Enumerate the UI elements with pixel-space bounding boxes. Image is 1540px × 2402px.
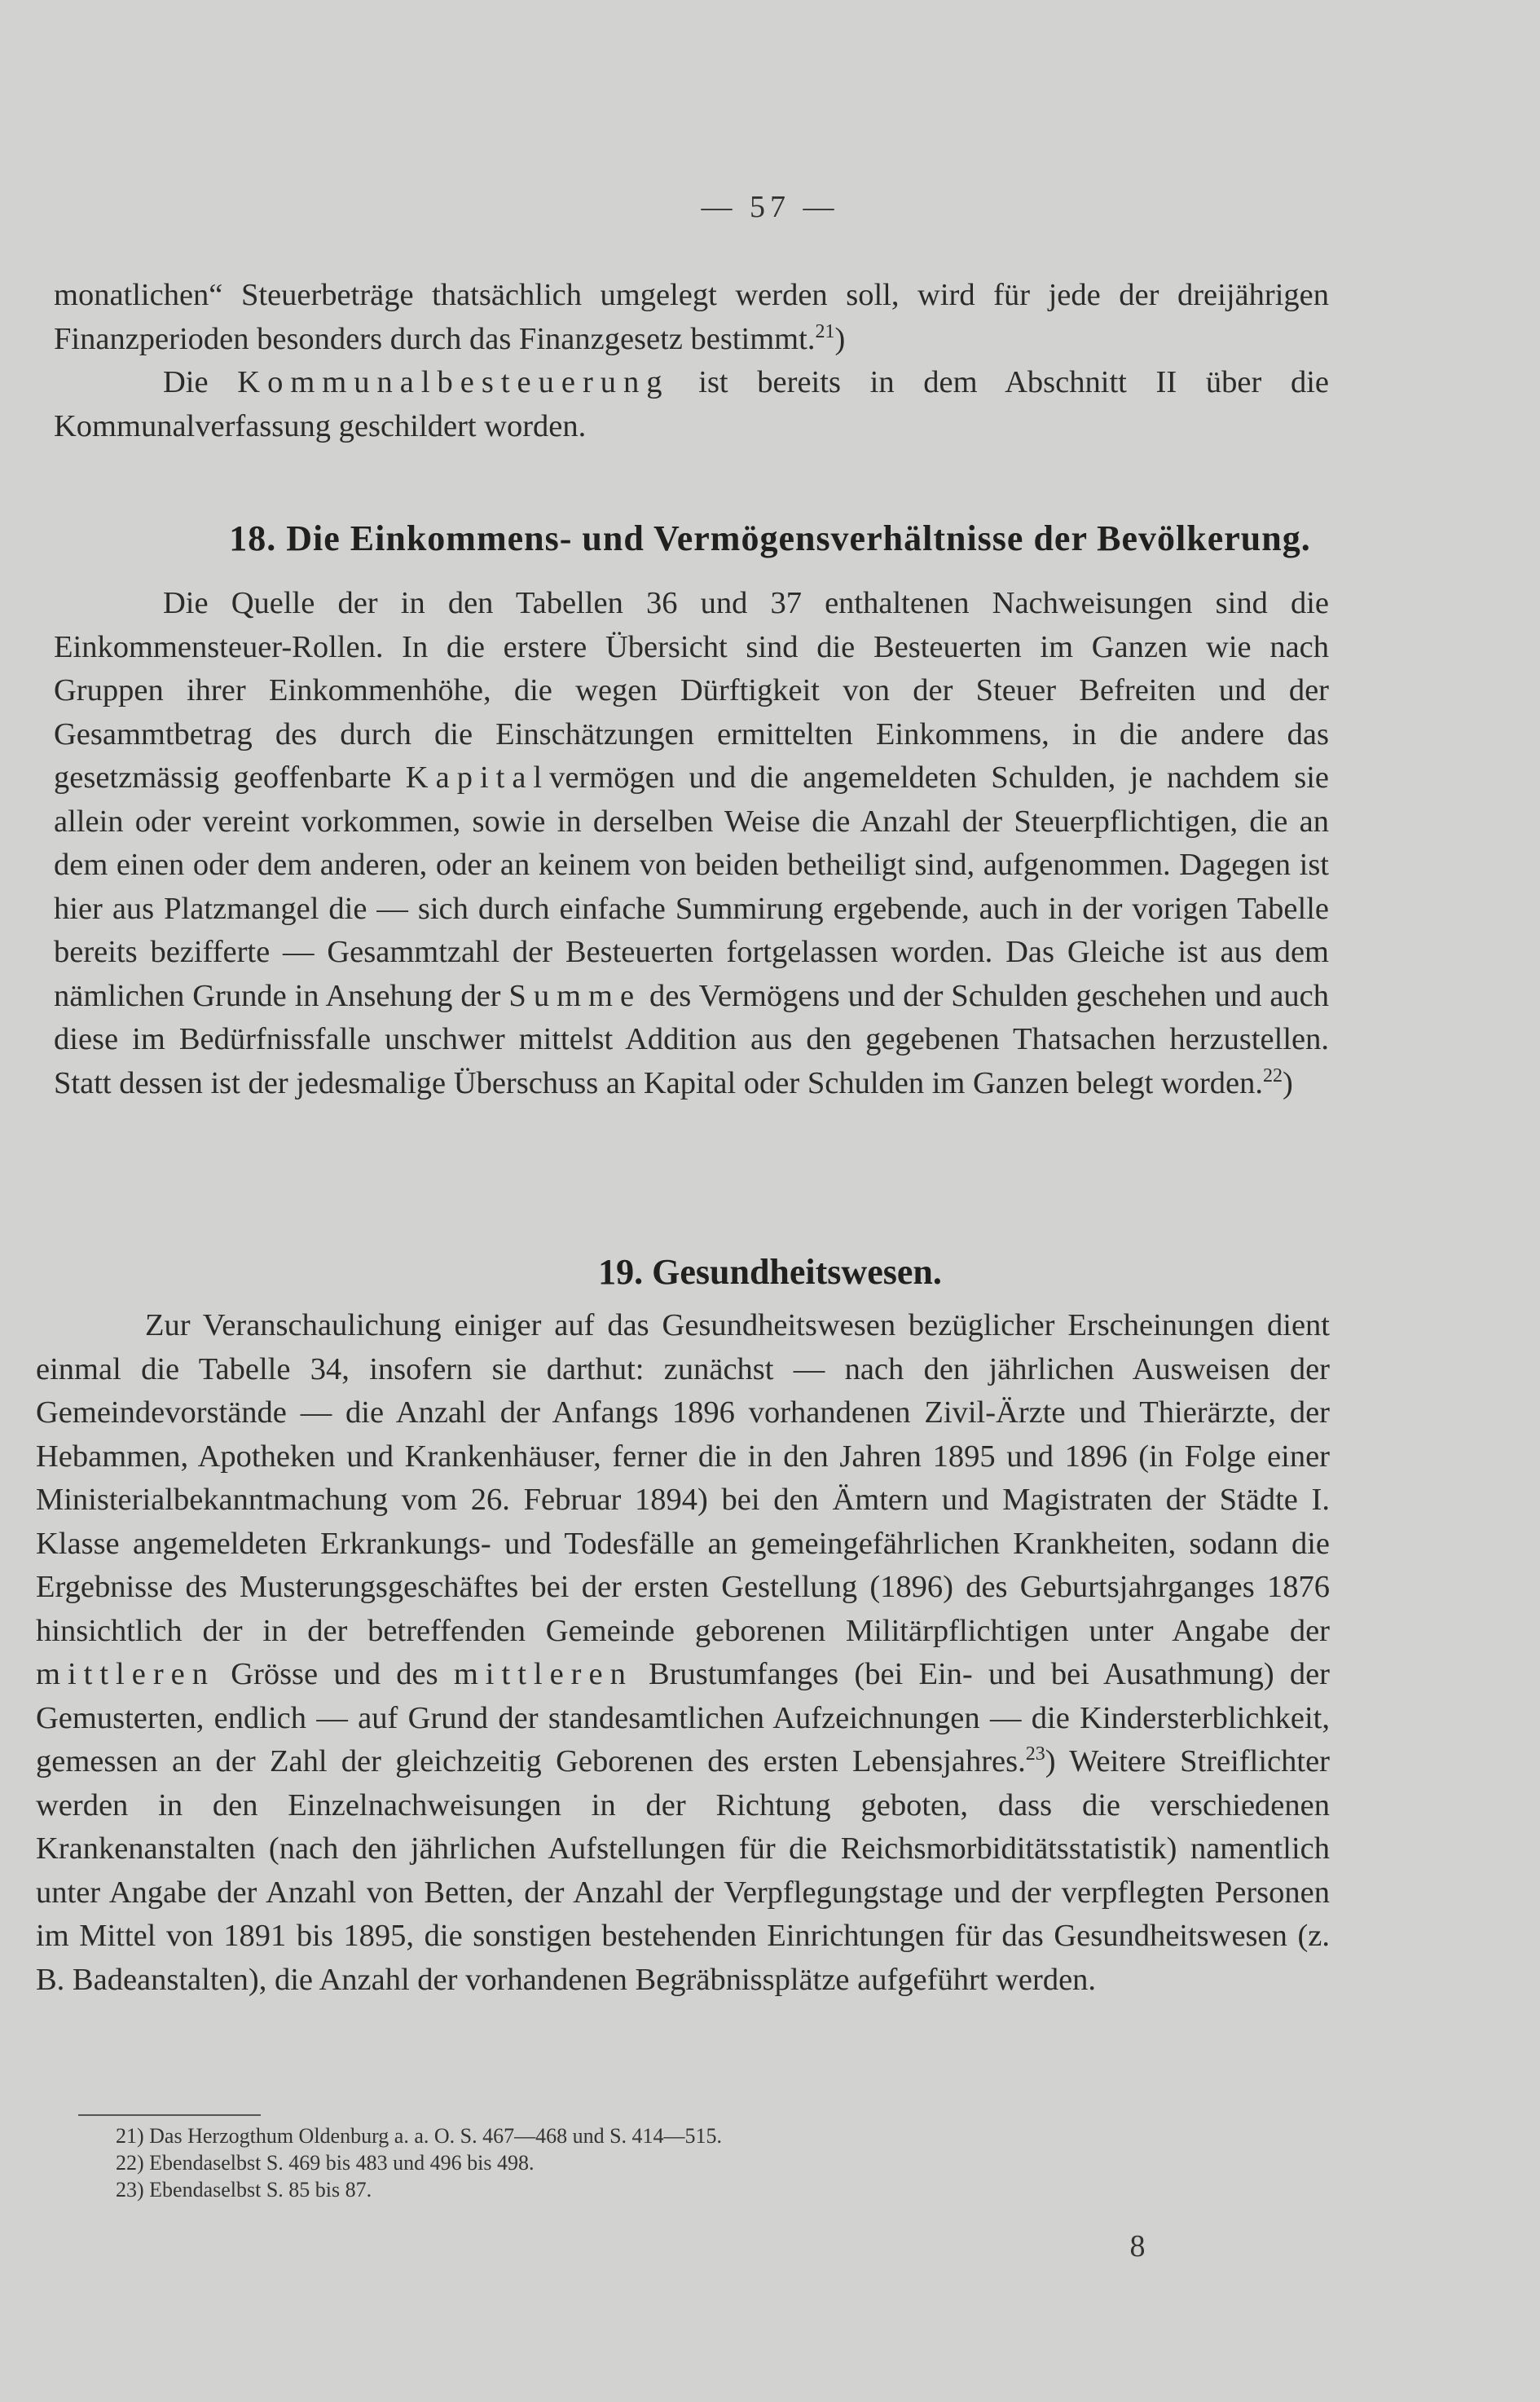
spaced-term: mittleren [453, 1657, 633, 1691]
footnote-ref-22[interactable]: 22 [1262, 1064, 1283, 1086]
footnote-21: 21) Das Herzogthum Oldenburg a. a. O. S. 467—468 und S. 414—515. [116, 2124, 723, 2148]
intro-text-block [54, 274, 1329, 448]
sheet-signature: 8 [1129, 2229, 1146, 2263]
footnotes [116, 2122, 1256, 2203]
footnote-ref-23[interactable]: 23 [1025, 1743, 1045, 1765]
section-19-body [36, 1304, 1330, 2002]
page-number: — 57 — [701, 190, 839, 224]
paragraph-health: Zur Veranschaulichung einiger auf das Gesundheitswesen bezüglicher Erscheinungen dient einmal die Tabelle 34, insofern sie darthut: zunächst — nach den jährlichen Ausweisen der Gemeindevorstände — die Anzahl der Anfangs 1896 vorhandenen Zivil-Ärzte und Thierärzte, der Hebammen, Apotheken und Krankenhäuser, ferner die in den Jahren 1895 und 1896 (in Folge einer Ministerialbekanntmachung vom 26. Februar 1894) bei den Ämtern und Magistraten der Städte I. Klasse angemeldeten Erkrankungs- und Todesfälle an gemeingefährlichen Krankheiten, sodann die Ergebnisse des Musterungsgeschäftes bei der ersten Gestellung (1896) des Geburtsjahrganges 1876 hinsichtlich der in der betreffenden Gemeinde geborenen Militärpflichtigen unter Angabe der mittleren Grösse und des mittleren Brustumfanges (bei Ein- und bei Ausathmung) der Gemusterten, endlich — auf Grund der standesamtlichen Aufzeichnungen — die Kindersterblichkeit, gemessen an der Zahl der gleichzeitig Geborenen des ersten Lebensjahres.$^{23}$) Weitere Streiflichter werden in den Einzelnachweisungen in der Richtung geboten, dass die verschiedenen Krankenanstalten (nach den jährlichen Aufstellungen für die Reichsmorbiditätsstatistik) namentlich unter Angabe der Anzahl von Betten, der Anzahl der Verpflegungstage und der verpflegten Personen im Mittel von 1891 bis 1895, die sonstigen bestehenden Einrichtungen für das Gesundheitswesen (z. B. Badeanstalten), die Anzahl der vorhandenen Begräbnissplätze aufgeführt werden. [36, 1308, 1331, 1997]
footnote-23: 23) Ebendaselbst S. 85 bis 87. [116, 2178, 372, 2201]
paragraph-finance-periods: monatlichen“ Steuerbeträge thatsächlich umgelegt werden soll, wird für jede der dreijährigen Finanzperioden besonders durch das Finanzgesetz bestimmt.$^{21}$) [54, 278, 1329, 356]
spaced-term: Kapital [405, 760, 550, 795]
paragraph-income-wealth: Die Quelle der in den Tabellen 36 und 37 enthaltenen Nachweisungen sind die Einkommensteuer-Rollen. In die erstere Übersicht sind die Besteuerten im Ganzen wie nach Gruppen ihrer Einkommenhöhe, die wegen Dürftigkeit von der Steuer Befreiten und der Gesammtbetrag des durch die Einschätzungen ermittelten Einkommens, in die andere das gesetzmässig geoffenbarte Kapitalvermögen und die angemeldeten Schulden, je nachdem sie allein oder vereint vorkommen, sowie in derselben Weise die Anzahl der Steuerpflichtigen, die an dem einen oder dem anderen, oder an keinem von beiden betheiligt sind, aufgenommen. Dagegen ist hier aus Platzmangel die — sich durch einfache Summirung ergebende, auch in der vorigen Tabelle bereits bezifferte — Gesammtzahl der Besteuerten fortgelassen worden. Das Gleiche ist aus dem nämlichen Grunde in Ansehung der Summe des Vermögens und der Schulden geschehen und auch diese im Bedürfnissfalle unschwer mittelst Addition aus den gegebenen Thatsachen herzustellen. Statt dessen ist der jedesmalige Überschuss an Kapital oder Schulden im Ganzen belegt worden.$^{22}$) [54, 586, 1330, 1100]
spaced-term: mittleren [36, 1657, 215, 1691]
section-18-heading: 18. Die Einkommens- und Vermögensverhältnisse der Bevölkerung. [229, 518, 1311, 558]
section-18-body [54, 582, 1329, 1105]
spaced-term: Summe [508, 978, 642, 1013]
footnote-divider [78, 2114, 261, 2116]
footnote-22: 22) Ebendaselbst S. 469 bis 483 und 496 bis 498. [116, 2151, 535, 2175]
spaced-term: Kommunalbesteuerung [237, 365, 670, 399]
footnote-ref-21[interactable]: 21 [815, 320, 835, 342]
section-19-heading: 19. Gesundheitswesen. [598, 1252, 942, 1292]
paragraph-kommunalbesteuerung: Die Kommunalbesteuerung ist bereits in dem Abschnitt II über die Kommunalverfassung geschildert worden. [54, 365, 1330, 443]
